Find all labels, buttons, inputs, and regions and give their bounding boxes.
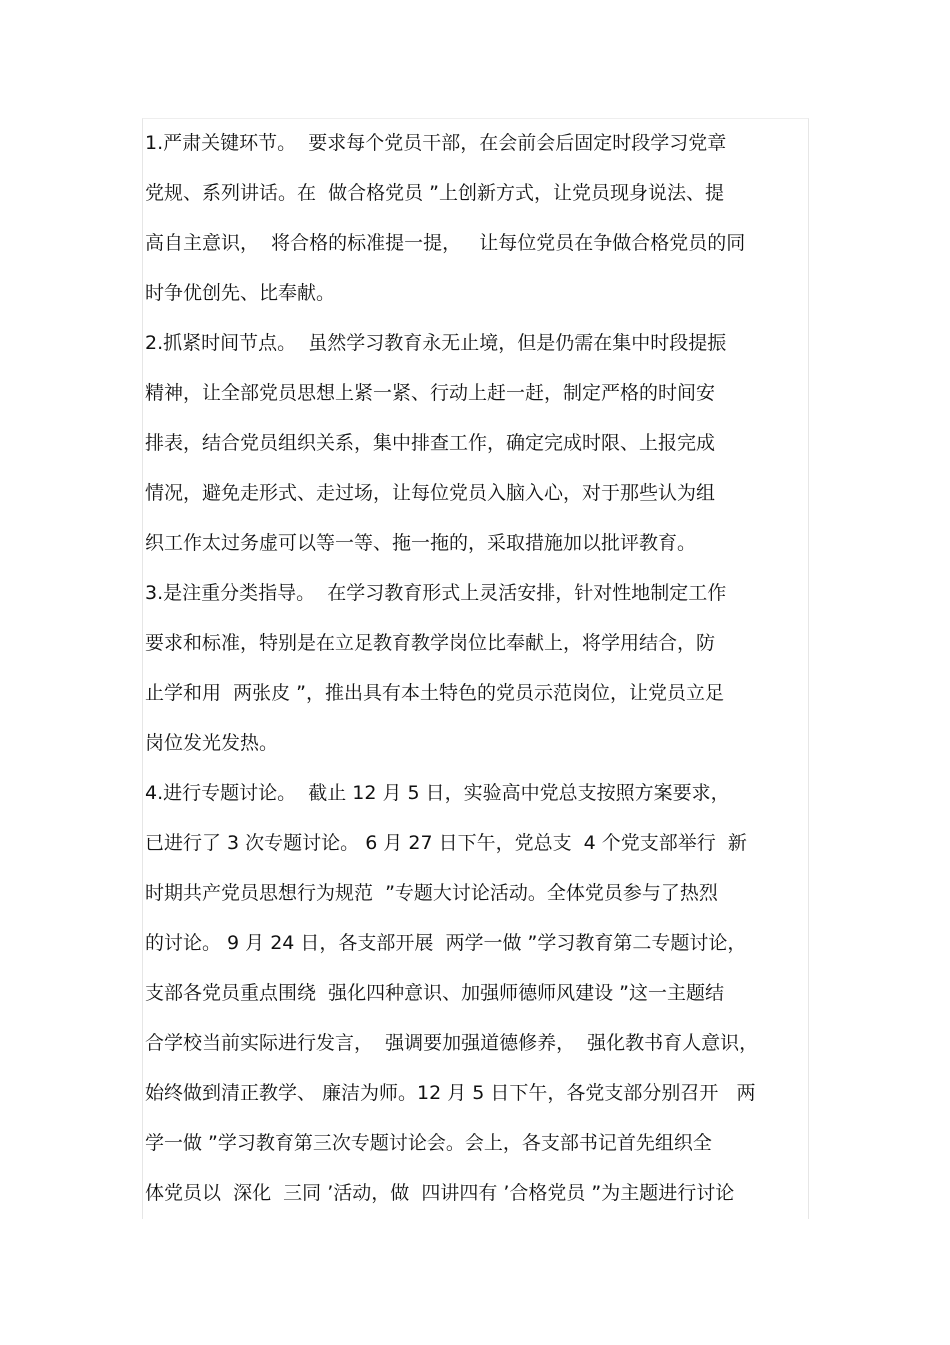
text-line-19: 合学校当前实际进行发言， 强调要加强道德修养， 强化教书育人意识， (145, 1032, 759, 1054)
text-line-14: 4.进行专题讨论。 截止 12 月 5 日，实验高中党总支按照方案要求， (145, 782, 730, 804)
text-line-10: 3.是注重分类指导。 在学习教育形式上灵活安排，针对性地制定工作 (145, 582, 727, 604)
text-line-17: 的讨论。 9 月 24 日，各支部开展 两学一做 ”学习教育第二专题讨论， (145, 932, 747, 954)
text-line-5: 2.抓紧时间节点。 虽然学习教育永无止境，但是仍需在集中时段提振 (145, 332, 727, 354)
text-line-15: 已进行了 3 次专题讨论。 6 月 27 日下午，党总支 4 个党支部举行 新 (145, 832, 747, 854)
text-line-21: 学一做 ”学习教育第三次专题讨论会。会上，各支部书记首先组织全 (145, 1132, 712, 1154)
text-line-7: 排表，结合党员组织关系，集中排查工作，确定完成时限、上报完成 (145, 432, 716, 454)
text-line-2: 党规、系列讲话。在 做合格党员 ”上创新方式，让党员现身说法、提 (145, 182, 724, 204)
text-line-3: 高自主意识， 将合格的标准提一提， 让每位党员在争做合格党员的同 (145, 232, 746, 254)
text-line-13: 岗位发光发热。 (145, 732, 279, 754)
text-line-11: 要求和标准，特别是在立足教育教学岗位比奉献上，将学用结合，防 (145, 632, 716, 654)
text-line-9: 织工作太过务虚可以等一等、拖一拖的，采取措施加以批评教育。 (145, 532, 697, 554)
text-line-18: 支部各党员重点围绕 强化四种意识、加强师德师风建设 ”这一主题结 (145, 982, 724, 1004)
text-line-1: 1.严肃关键环节。 要求每个党员干部，在会前会后固定时段学习党章 (145, 132, 727, 154)
text-line-6: 精神，让全部党员思想上紧一紧、行动上赶一赶，制定严格的时间安 (145, 382, 716, 404)
text-line-20: 始终做到清正教学、 廉洁为师。12 月 5 日下午，各党支部分别召开 两 (145, 1082, 756, 1104)
text-line-8: 情况，避免走形式、走过场，让每位党员入脑入心，对于那些认为组 (145, 482, 716, 504)
text-line-12: 止学和用 两张皮 ”，推出具有本土特色的党员示范岗位，让党员立足 (145, 682, 724, 704)
document-body (145, 127, 807, 1227)
text-line-22: 体党员以 深化 三同 ’活动，做 四讲四有 ’合格党员 ”为主题进行讨论 (145, 1182, 735, 1204)
text-line-4: 时争优创先、比奉献。 (145, 282, 336, 304)
text-line-16: 时期共产党员思想行为规范 ”专题大讨论活动。全体党员参与了热烈 (145, 882, 718, 904)
